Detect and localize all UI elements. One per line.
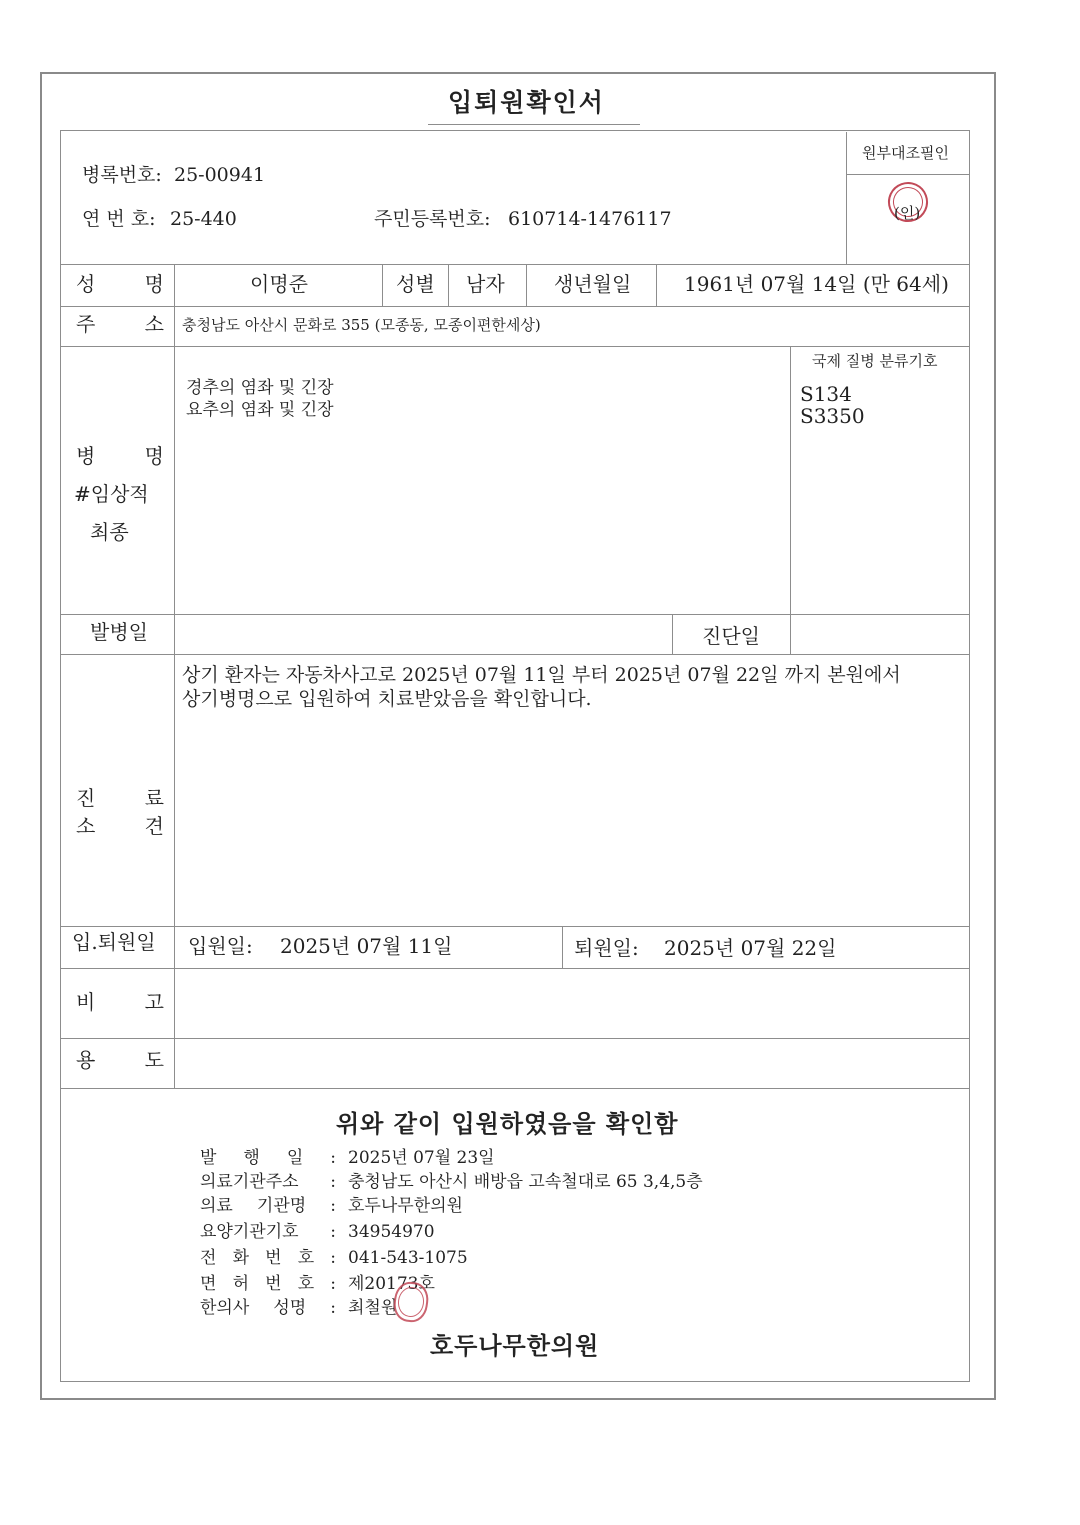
document-title: 입퇴원확인서 bbox=[448, 88, 605, 117]
purpose-label: 용 도 bbox=[76, 1048, 164, 1072]
admission-label: 입.퇴원일 bbox=[72, 930, 156, 954]
diagnosis-date-label: 진단일 bbox=[702, 624, 760, 648]
record-no: 25-00941 bbox=[174, 164, 266, 186]
diagnosis-label-3: 최종 bbox=[90, 520, 129, 544]
onset-label: 발병일 bbox=[90, 620, 148, 644]
footer-row-value: 충청남도 아산시 배방읍 고속철대로 65 3,4,5층 bbox=[348, 1172, 703, 1192]
diagnosis-label-1: 병 명 bbox=[76, 444, 164, 468]
rule-admission-bottom bbox=[60, 968, 970, 969]
record-no-label: 병록번호: bbox=[82, 164, 162, 186]
icd-label: 국제 질병 분류기호 bbox=[812, 352, 938, 370]
rule-remarks-bottom bbox=[60, 1038, 970, 1039]
rule-dob-value bbox=[656, 264, 657, 306]
footer-row-value: 최철원 bbox=[348, 1298, 398, 1318]
rule-opinion-bottom bbox=[60, 926, 970, 927]
seal-box-divider bbox=[846, 174, 970, 175]
title-underline bbox=[428, 124, 640, 125]
footer-row-value: 2025년 07월 23일 bbox=[348, 1148, 495, 1168]
rule-purpose-bottom bbox=[60, 1088, 970, 1089]
footer-row-label: 요양기관기호 : bbox=[200, 1222, 336, 1242]
admission-out-label: 퇴원일: bbox=[574, 936, 639, 960]
footer-row-label: 의료기관주소 : bbox=[200, 1172, 336, 1192]
rule-diagdate-left bbox=[672, 614, 673, 654]
dob-label: 생년월일 bbox=[554, 272, 632, 296]
rule-icd-column bbox=[790, 346, 791, 614]
remarks-label: 비 고 bbox=[76, 990, 164, 1014]
rule-name-sex bbox=[382, 264, 383, 306]
patient-sex: 남자 bbox=[466, 272, 505, 296]
rule-header-bottom bbox=[60, 264, 970, 265]
icd-code: S3350 bbox=[800, 404, 865, 428]
footer-row-label: 한의사 성명 : bbox=[200, 1298, 336, 1318]
clinic-name-signature: 호두나무한의원 bbox=[430, 1331, 600, 1360]
serial-no-label: 연 번 호: bbox=[82, 208, 156, 230]
footer-row-label: 면 허 번 호 : bbox=[200, 1274, 336, 1294]
footer-row-label: 의료 기관명 : bbox=[200, 1196, 336, 1216]
patient-address: 충청남도 아산시 문화로 355 (모종동, 모종이편한세상) bbox=[182, 316, 541, 334]
footer-row-value: 호두나무한의원 bbox=[348, 1196, 463, 1216]
footer-row-value: 제20173호 bbox=[348, 1274, 435, 1294]
admission-in-date: 2025년 07월 11일 bbox=[280, 934, 453, 958]
rule-diagdate-right bbox=[790, 614, 791, 654]
rule-label-column bbox=[174, 264, 175, 1088]
footer-row-label: 전 화 번 호 : bbox=[200, 1248, 336, 1268]
rule-diagnosis-bottom bbox=[60, 614, 970, 615]
icd-code: S134 bbox=[800, 382, 852, 406]
opinion-label-1: 진 료 bbox=[76, 786, 164, 810]
sex-label: 성별 bbox=[396, 272, 435, 296]
opinion-line: 상기병명으로 입원하여 치료받았음을 확인합니다. bbox=[182, 688, 592, 710]
rule-sex-dob bbox=[526, 264, 527, 306]
rule-onset-bottom bbox=[60, 654, 970, 655]
rrn-label: 주민등록번호: bbox=[374, 208, 491, 230]
rule-address-bottom bbox=[60, 346, 970, 347]
rule-sex-value bbox=[448, 264, 449, 306]
diagnosis-label-2: #임상적 bbox=[74, 482, 149, 506]
admission-in-label: 입원일: bbox=[188, 934, 253, 958]
opinion-line: 상기 환자는 자동차사고로 2025년 07월 11일 부터 2025년 07월 22일 까지 본원에서 bbox=[182, 664, 901, 686]
name-label: 성 명 bbox=[76, 272, 164, 296]
address-label: 주 소 bbox=[76, 312, 164, 336]
patient-dob: 1961년 07월 14일 (만 64세) bbox=[684, 272, 949, 296]
footer-row-value: 041-543-1075 bbox=[348, 1248, 468, 1268]
seal-box-left-border bbox=[846, 132, 847, 264]
patient-name: 이명준 bbox=[250, 272, 308, 296]
diagnosis-item: 요추의 염좌 및 긴장 bbox=[186, 400, 334, 420]
opinion-label-2: 소 견 bbox=[76, 814, 164, 838]
footer-row-value: 34954970 bbox=[348, 1222, 435, 1242]
serial-no: 25-440 bbox=[170, 208, 237, 230]
confirm-statement: 위와 같이 입원하였음을 확인함 bbox=[336, 1109, 679, 1138]
admission-out-date: 2025년 07월 22일 bbox=[664, 936, 837, 960]
seal-box-mark: (인) bbox=[894, 204, 921, 222]
seal-box-label: 원부대조필인 bbox=[862, 144, 949, 162]
rrn: 610714-1476117 bbox=[508, 208, 672, 230]
diagnosis-item: 경추의 염좌 및 긴장 bbox=[186, 378, 334, 398]
rule-admission-split bbox=[562, 926, 563, 968]
rule-name-bottom bbox=[60, 306, 970, 307]
footer-row-label: 발 행 일 : bbox=[200, 1148, 336, 1168]
